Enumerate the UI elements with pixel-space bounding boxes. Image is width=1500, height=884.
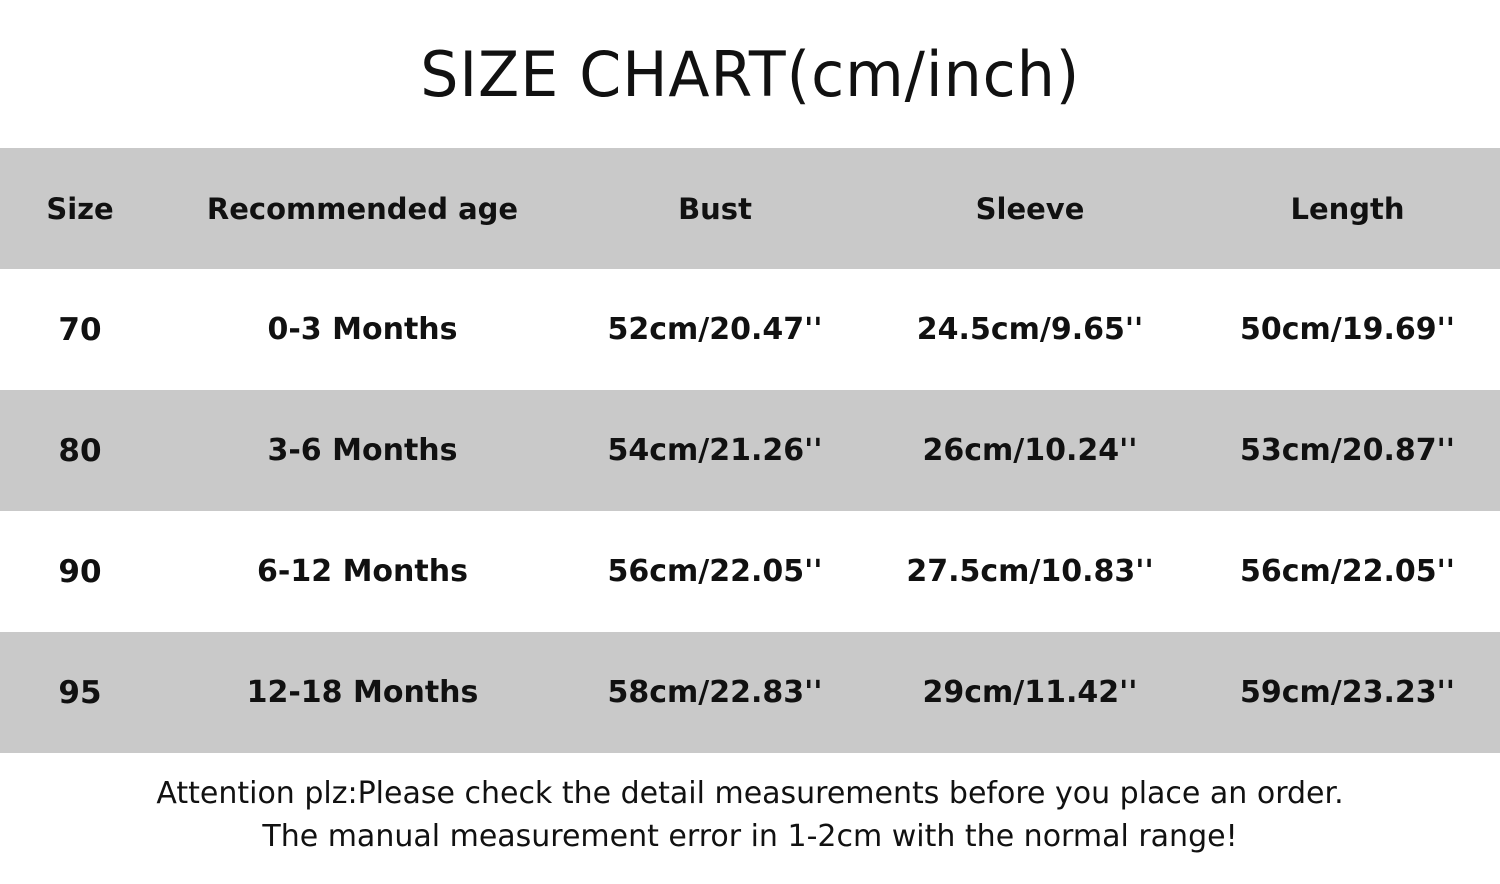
page-title: SIZE CHART(cm/inch): [419, 37, 1080, 111]
table-header-row: [0, 148, 1500, 269]
cell-bust: 56cm/22.05'': [565, 511, 865, 632]
table-body: [0, 269, 1500, 753]
attention-note-line-2: The manual measurement error in 1-2cm with the normal range!: [262, 818, 1238, 854]
cell-sleeve: 24.5cm/9.65'': [865, 269, 1195, 390]
table-row: [0, 511, 1500, 632]
cell-length: 56cm/22.05'': [1195, 511, 1500, 632]
cell-recommended-age: 6-12 Months: [160, 511, 565, 632]
table-row: [0, 632, 1500, 753]
cell-sleeve: 26cm/10.24'': [865, 390, 1195, 511]
column-header-recommended-age: Recommended age: [160, 148, 565, 269]
cell-recommended-age: 0-3 Months: [160, 269, 565, 390]
attention-note: [0, 753, 1500, 884]
table-header: [0, 148, 1500, 269]
cell-size: 70: [0, 269, 160, 390]
table-row: [0, 269, 1500, 390]
attention-note-line-1: Attention plz:Please check the detail measurements before you place an order.: [156, 776, 1344, 811]
cell-size: 95: [0, 632, 160, 753]
cell-sleeve: 29cm/11.42'': [865, 632, 1195, 753]
cell-size: 80: [0, 390, 160, 511]
cell-length: 59cm/23.23'': [1195, 632, 1500, 753]
column-header-size: Size: [0, 148, 160, 269]
cell-length: 53cm/20.87'': [1195, 390, 1500, 511]
table-row: [0, 390, 1500, 511]
column-header-bust: Bust: [565, 148, 865, 269]
column-header-sleeve: Sleeve: [865, 148, 1195, 269]
cell-length: 50cm/19.69'': [1195, 269, 1500, 390]
cell-recommended-age: 3-6 Months: [160, 390, 565, 511]
size-chart-table: [0, 148, 1500, 753]
title-area: [0, 0, 1500, 148]
cell-bust: 54cm/21.26'': [565, 390, 865, 511]
cell-sleeve: 27.5cm/10.83'': [865, 511, 1195, 632]
cell-bust: 52cm/20.47'': [565, 269, 865, 390]
cell-recommended-age: 12-18 Months: [160, 632, 565, 753]
cell-size: 90: [0, 511, 160, 632]
column-header-length: Length: [1195, 148, 1500, 269]
cell-bust: 58cm/22.83'': [565, 632, 865, 753]
